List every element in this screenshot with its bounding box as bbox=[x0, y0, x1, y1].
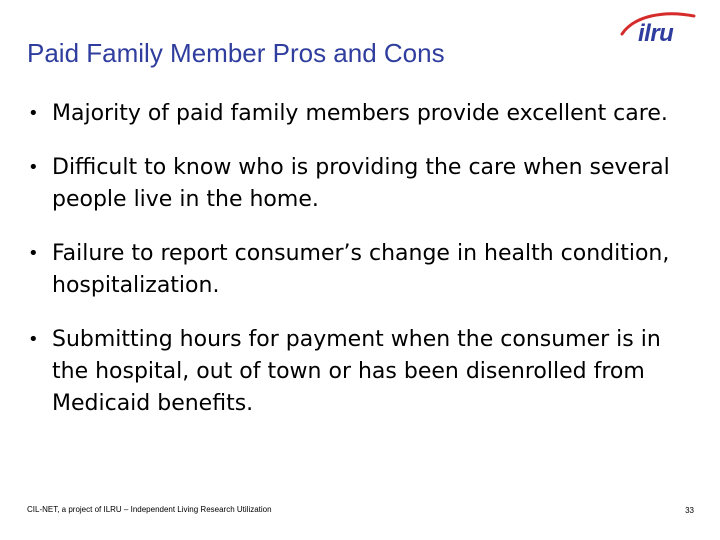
bullet-item bbox=[28, 324, 693, 420]
bullet-text: Majority of paid family members provide excellent care. bbox=[52, 101, 668, 126]
bullet-text: Submitting hours for payment when the consumer is in the hospital, out of town or has been disenrolled from Medicaid benefits. bbox=[52, 327, 661, 416]
logo-text: ilru bbox=[638, 20, 674, 47]
bullet-item bbox=[28, 152, 693, 216]
page-number: 33 bbox=[685, 506, 694, 515]
footer-credit: CIL-NET, a project of ILRU – Independent Living Research Utilization bbox=[27, 505, 272, 514]
bullet-dot: • bbox=[28, 103, 39, 124]
bullet-text: Difficult to know who is providing the care when several people live in the home. bbox=[52, 155, 670, 212]
bullet-item bbox=[28, 238, 693, 302]
bullet-text: Failure to report consumer’s change in health condition, hospitalization. bbox=[52, 241, 670, 298]
bullet-item bbox=[28, 98, 693, 130]
slide-title: Paid Family Member Pros and Cons bbox=[27, 38, 445, 68]
bullet-list bbox=[28, 98, 693, 442]
bullet-dot: • bbox=[28, 329, 39, 350]
bullet-dot: • bbox=[28, 157, 39, 178]
ilru-logo bbox=[616, 8, 700, 54]
bullet-dot: • bbox=[28, 243, 39, 264]
